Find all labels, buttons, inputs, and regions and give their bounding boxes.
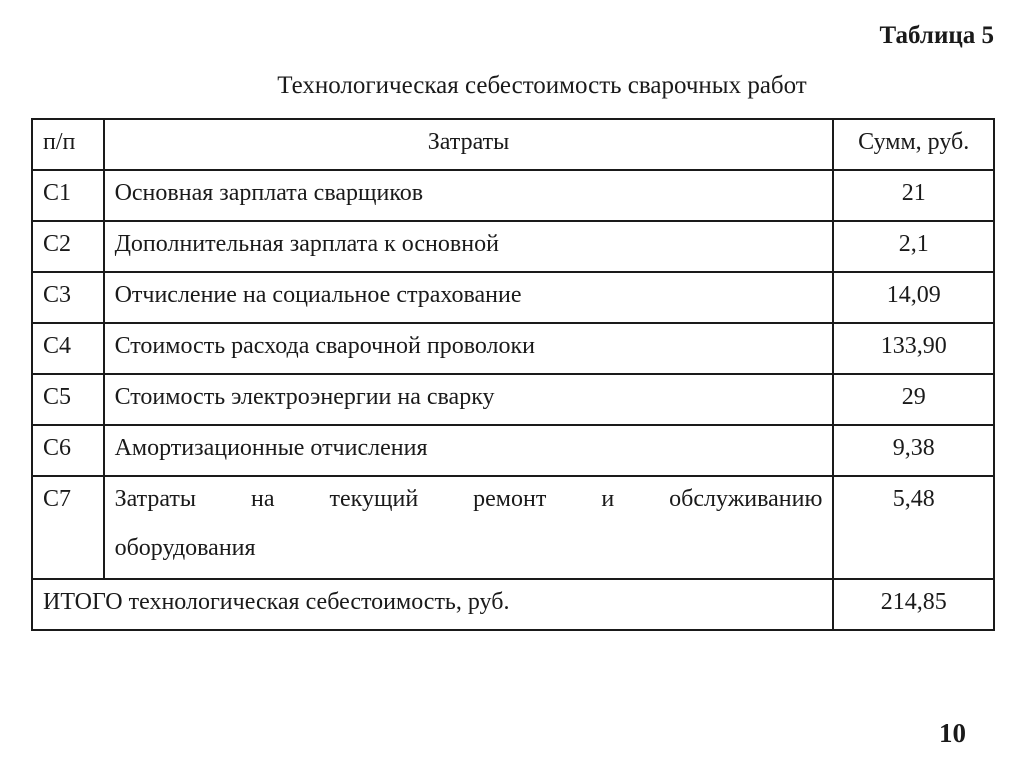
row-name-line2: оборудования — [114, 535, 256, 561]
row-sum: 14,09 — [833, 272, 994, 323]
row-num: С7 — [32, 476, 104, 579]
row-sum: 29 — [833, 374, 994, 425]
table-row — [32, 476, 994, 579]
header-sum: Сумм, руб. — [833, 119, 994, 170]
table-row — [32, 170, 994, 221]
row-sum: 5,48 — [833, 476, 994, 579]
table-row — [32, 272, 994, 323]
row-num: С6 — [32, 425, 104, 476]
total-label: ИТОГО технологическая себестоимость, руб. — [32, 579, 833, 630]
table-row — [32, 323, 994, 374]
row-name: Амортизационные отчисления — [104, 425, 834, 476]
row-name: Дополнительная зарплата к основной — [104, 221, 834, 272]
row-name: Стоимость расхода сварочной проволоки — [104, 323, 834, 374]
row-name: Стоимость электроэнергии на сварку — [104, 374, 834, 425]
table-label: Таблица 5 — [879, 22, 994, 49]
table-row — [32, 221, 994, 272]
row-num: С3 — [32, 272, 104, 323]
table-row — [32, 374, 994, 425]
table-caption: Технологическая себестоимость сварочных работ — [277, 72, 807, 99]
header-num: п/п — [32, 119, 104, 170]
row-sum: 21 — [833, 170, 994, 221]
row-num: С5 — [32, 374, 104, 425]
table-header-row — [32, 119, 994, 170]
row-num: С1 — [32, 170, 104, 221]
row-name: Основная зарплата сварщиков — [104, 170, 834, 221]
row-name: Отчисление на социальное страхование — [104, 272, 834, 323]
header-name: Затраты — [104, 119, 834, 170]
table-total-row — [32, 579, 994, 630]
row-sum: 9,38 — [833, 425, 994, 476]
row-sum: 133,90 — [833, 323, 994, 374]
row-name-line1: Затраты на текущий ремонт и обслуживанию — [114, 486, 823, 512]
row-num: С4 — [32, 323, 104, 374]
page-number: 10 — [939, 718, 966, 748]
cost-table — [31, 118, 995, 631]
table-row — [32, 425, 994, 476]
row-num: С2 — [32, 221, 104, 272]
row-name — [104, 476, 834, 579]
row-sum: 2,1 — [833, 221, 994, 272]
total-sum: 214,85 — [833, 579, 994, 630]
